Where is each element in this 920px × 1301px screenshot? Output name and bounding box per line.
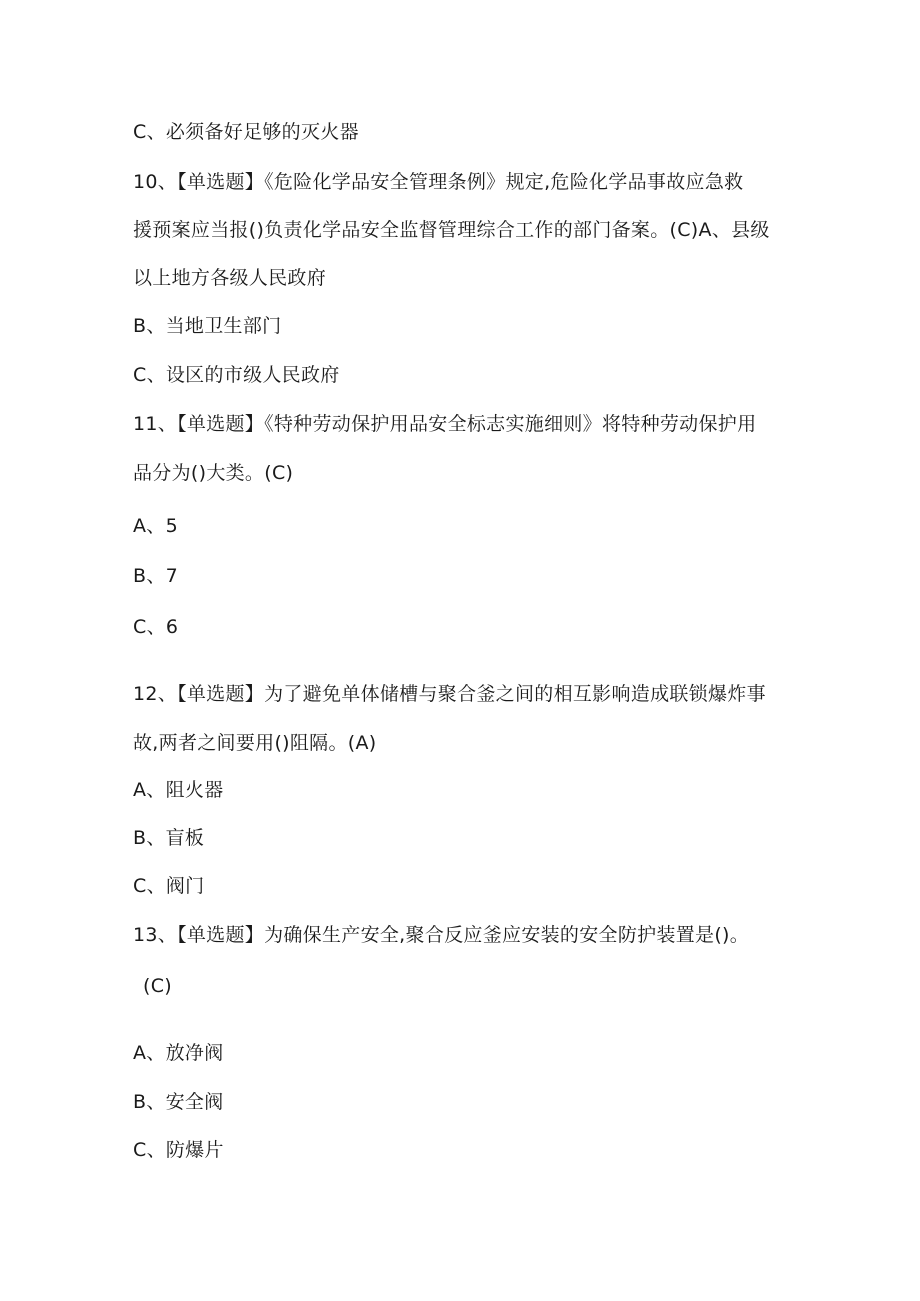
- question-12-line-1: 12、【单选题】为了避免单体储槽与聚合釜之间的相互影响造成联锁爆炸事: [133, 683, 766, 705]
- option-10b: B、当地卫生部门: [133, 315, 282, 337]
- option-11c: C、6: [133, 616, 179, 638]
- question-10-line-2: 援预案应当报()负责化学品安全监督管理综合工作的部门备案。(C)A、县级: [133, 219, 770, 241]
- question-11-line-2: 品分为()大类。(C): [133, 462, 294, 484]
- option-11b: B、7: [133, 565, 179, 587]
- option-13c: C、防爆片: [133, 1139, 224, 1161]
- option-13b: B、安全阀: [133, 1091, 224, 1113]
- option-12c: C、阀门: [133, 875, 205, 897]
- option-13a: A、放净阀: [133, 1042, 224, 1064]
- option-10a-continued: 以上地方各级人民政府: [133, 267, 327, 289]
- option-10c: C、设区的市级人民政府: [133, 364, 340, 386]
- question-12-line-2: 故,两者之间要用()阻隔。(A): [133, 732, 377, 754]
- question-13-answer: (C): [143, 975, 172, 997]
- question-11-line-1: 11、【单选题】《特种劳动保护用品安全标志实施细则》将特种劳动保护用: [133, 413, 757, 435]
- option-11a: A、5: [133, 515, 178, 537]
- question-13-line-1: 13、【单选题】为确保生产安全,聚合反应釜应安装的安全防护装置是()。: [133, 924, 750, 946]
- option-12b: B、盲板: [133, 827, 205, 849]
- option-12a: A、阻火器: [133, 779, 224, 801]
- question-10-line-1: 10、【单选题】《危险化学品安全管理条例》规定,危险化学品事故应急救: [133, 171, 744, 193]
- option-9c: C、必须备好足够的灭火器: [133, 121, 359, 143]
